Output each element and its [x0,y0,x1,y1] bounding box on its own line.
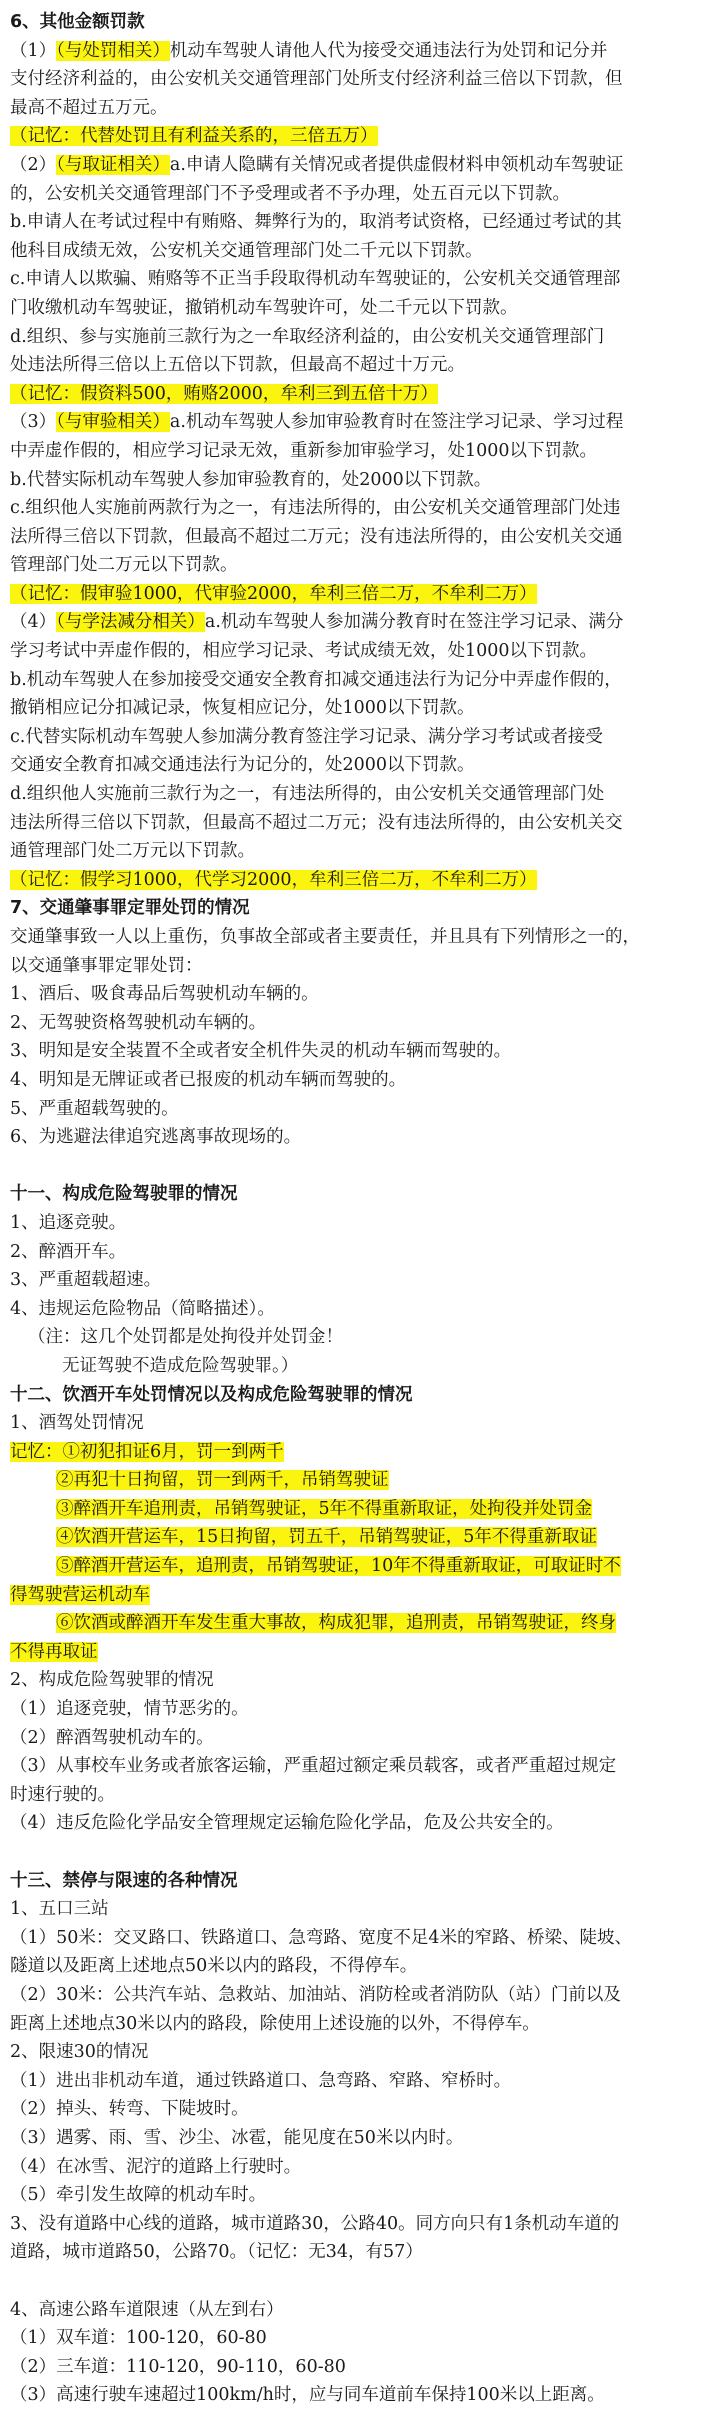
line-text: b.代替实际机动车驾驶人参加审验教育的，处2000以下罚款。 [10,469,492,490]
line-text: （1）追逐竞驶，情节恶劣的。 [10,1699,249,1720]
blank-line [10,1152,706,1181]
text-line [10,494,706,523]
text-line [10,866,706,895]
item-number: （4） [10,612,57,633]
text-line [10,2353,706,2382]
line-text: 十三、禁停与限速的各种情况 [10,1870,238,1891]
line-text: （2）30米：公共汽车站、急救站、加油站、消防栓或者消防队（站）门前以及 [10,1984,621,2005]
text-line [10,2038,706,2067]
text-line [10,122,706,151]
line-text: b.申请人在考试过程中有贿赂、舞弊行为的，取消考试资格，已经通过考试的其 [10,212,622,233]
text-line [10,1581,706,1610]
highlighted-tag: （与处罚相关） [56,40,170,61]
text-line [10,666,706,695]
blank-line [10,2267,706,2296]
line-text: 3、没有道路中心线的道路，城市道路30，公路40。同方向只有1条机动车道的 [10,2213,620,2234]
text-line [10,1295,706,1324]
line-text: a.申请人隐瞒有关情况或者提供虚假材料申领机动车驾驶证 [169,154,624,175]
line-text: 2、限速30的情况 [10,2042,149,2063]
text-line [10,2010,706,2039]
line-text: （1）50米：交叉路口、铁路道口、急弯路、宽度不足4米的窄路、桥梁、陡坡、 [10,1927,633,1948]
line-text: 他科目成绩无效，公安机关交通管理部门处二千元以下罚款。 [10,240,483,261]
line-text: 中弄虚作假的，相应学习记录无效，重新参加审验学习，处1000以下罚款。 [10,440,598,461]
line-text: 距离上述地点30米以内的路段，除使用上述设施的以外，不得停车。 [10,2013,540,2034]
item-number: （2） [10,154,57,175]
line-text: 2、醉酒开车。 [10,1241,127,1262]
highlighted-memo: 记忆：①初犯扣证6月，罚一到两千 [10,1441,284,1462]
highlighted-memo: ②再犯十日拘留，罚一到两千，吊销驾驶证 [56,1470,389,1491]
line-text: （5）牵引发生故障的机动车时。 [10,2185,267,2206]
highlighted-memo: （记忆：假资料500，贿赂2000，牟利三到五倍十万） [10,383,438,404]
text-line [10,1352,706,1381]
line-text: 法所得三倍以下罚款，但最高不超过二万元；没有违法所得的，由公安机关交通 [10,526,623,547]
highlighted-memo: （记忆：代替处罚且有利益关系的，三倍五万） [10,126,378,147]
text-line [10,1724,706,1753]
line-text: 十一、构成危险驾驶罪的情况 [10,1184,238,1205]
line-text: 撤销相应记分扣减记录，恢复相应记分，处1000以下罚款。 [10,698,475,719]
line-text: 4、明知是无牌证或者已报废的机动车辆而驾驶的。 [10,1069,407,1090]
line-text: 机动车驾驶人请他人代为接受交通违法行为处罚和记分并 [169,40,608,61]
section-heading [10,1180,706,1209]
text-line [10,1266,706,1295]
line-text: 6、其他金额罚款 [10,12,145,32]
highlighted-tag: （与学法减分相关） [56,612,205,633]
text-line [10,2095,706,2124]
text-line [10,351,706,380]
line-text: 违法所得三倍以下罚款，但最高不超过二万元；没有违法所得的，由公安机关交 [10,812,623,833]
line-text: 道路，城市道路50，公路70。（记忆：无34，有57） [10,2242,423,2263]
text-line [10,837,706,866]
highlighted-tag: （与取证相关） [56,154,170,175]
text-line [10,952,706,981]
highlighted-memo: 得驾驶营运机动车 [10,1584,150,1605]
line-text: 1、追逐竞驶。 [10,1212,127,1233]
text-line [10,437,706,466]
line-text: 3、明知是安全装置不全或者安全机件失灵的机动车辆而驾驶的。 [10,1041,512,1062]
line-text: 交通安全教育扣减交通违法行为记分的，处2000以下罚款。 [10,755,475,776]
text-line [10,1095,706,1124]
line-text: 6、为逃避法律追究逃离事故现场的。 [10,1127,302,1148]
line-text: 2、无驾驶资格驾驶机动车辆的。 [10,1012,267,1033]
highlighted-memo: ④饮酒开营运车，15日拘留，罚五千，吊销驾驶证，5年不得重新取证 [56,1527,597,1548]
line-text: 通管理部门处二万元以下罚款。 [10,841,255,862]
text-line [10,2067,706,2096]
text-line [10,1781,706,1810]
line-text: （3）高速行驶车速超过100km/h时，应与同车道前车保持100米以上距离。 [10,2385,605,2406]
line-text: 门收缴机动车驾驶证，撤销机动车驾驶许可，处二千元以下罚款。 [10,297,518,318]
line-text: （4）在冰雪、泥泞的道路上行驶时。 [10,2156,302,2177]
text-line [10,780,706,809]
line-text: b.机动车驾驶人在参加接受交通安全教育扣减交通违法行为记分中弄虚作假的， [10,669,622,690]
text-line [10,608,706,637]
highlighted-memo: 不得再取证 [10,1641,98,1662]
text-line [10,1238,706,1267]
text-line [10,751,706,780]
text-line [10,923,706,952]
line-text: 时速行驶的。 [10,1784,115,1805]
text-line [10,1123,706,1152]
line-text: （3）从事校车业务或者旅客运输，严重超过额定乘员载客，或者严重超过规定 [10,1756,617,1777]
text-line [10,151,706,180]
text-line [10,2210,706,2239]
line-text: a.机动车驾驶人参加审验教育时在签注学习记录、学习过程 [169,412,624,433]
highlighted-memo: （记忆：假审验1000，代审验2000，牟利三倍二万，不牟利二万） [10,583,537,604]
line-text: 交通肇事致一人以上重伤，负事故全部或者主要责任，并且具有下列情形之一的， [10,927,640,947]
line-text: 1、酒驾处罚情况 [10,1413,144,1434]
text-line [10,1066,706,1095]
text-line [10,1895,706,1924]
text-line [10,1438,706,1467]
line-text: 处违法所得三倍以上五倍以下罚款，但最高不超过十万元。 [10,355,465,376]
line-text: 3、严重超载超速。 [10,1270,162,1291]
text-line [10,1409,706,1438]
text-line [10,265,706,294]
highlighted-memo: ⑤醉酒开营运车，追刑责，吊销驾驶证，10年不得重新取证，可取证时不 [56,1556,621,1577]
text-line [10,809,706,838]
text-line [10,1009,706,1038]
text-line [10,1638,706,1667]
line-text: 1、五口三站 [10,1899,109,1920]
text-line [10,180,706,209]
highlighted-tag: （与审验相关） [56,412,170,433]
text-line [10,694,706,723]
text-line [10,2153,706,2182]
text-line [10,294,706,323]
line-text: 学习考试中弄虚作假的，相应学习记录、考试成绩无效，处1000以下罚款。 [10,641,598,662]
text-line [10,1752,706,1781]
line-text: （2）掉头、转弯、下陡坡时。 [10,2099,249,2120]
line-text: 1、酒后、吸食毒品后驾驶机动车辆的。 [10,984,319,1005]
line-text: a.机动车驾驶人参加满分教育时在签注学习记录、满分 [204,612,624,633]
highlighted-memo: ⑥饮酒或醉酒开车发生重大事故，构成犯罪，追刑责，吊销驾驶证，终身 [56,1613,616,1634]
line-text: （1）双车道：100-120，60-80 [10,2328,267,2349]
line-text: c.组织他人实施前两款行为之一，有违法所得的，由公安机关交通管理部门处违 [10,498,621,519]
section-heading [10,8,706,37]
line-text: 管理部门处二万元以下罚款。 [10,555,238,576]
text-line [10,980,706,1009]
item-number: （3） [10,412,57,433]
text-line [10,2124,706,2153]
line-text: 隧道以及距离上述地点50米以内的路段，不得停车。 [10,1956,418,1977]
line-text: d.组织、参与实施前三款行为之一牟取经济利益的，由公安机关交通管理部门 [10,326,605,347]
text-line [10,65,706,94]
line-text: （注：这几个处罚都是处拘役并处罚金！ [28,1327,343,1348]
text-line [10,1523,706,1552]
text-line [10,1323,706,1352]
line-text: （2）醉酒驾驶机动车的。 [10,1727,214,1748]
text-line [10,94,706,123]
text-line [10,580,706,609]
text-line [10,1552,706,1581]
text-line [10,1809,706,1838]
line-text: （3）遇雾、雨、雪、沙尘、冰雹，能见度在50米以内时。 [10,2127,464,2148]
line-text: 最高不超过五万元。 [10,97,168,118]
text-line [10,380,706,409]
text-line [10,323,706,352]
section-heading [10,1867,706,1896]
highlighted-memo: （记忆：假学习1000，代学习2000，牟利三倍二万，不牟利二万） [10,869,537,890]
line-text: 2、构成危险驾驶罪的情况 [10,1670,214,1691]
line-text: c.申请人以欺骗、贿赂等不正当手段取得机动车驾驶证的，公安机关交通管理部 [10,269,621,290]
item-number: （1） [10,40,57,61]
text-line [10,1666,706,1695]
text-line [10,2238,706,2267]
text-line [10,1037,706,1066]
section-heading [10,1381,706,1410]
line-text: 无证驾驶不造成危险驾驶罪。） [62,1355,299,1376]
text-line [10,1609,706,1638]
highlighted-memo: ③醉酒开车追刑责，吊销驾驶证，5年不得重新取证，处拘役并处罚金 [56,1498,593,1519]
text-line [10,37,706,66]
text-line [10,237,706,266]
text-line [10,723,706,752]
text-line [10,466,706,495]
text-line [10,1952,706,1981]
line-text: 以交通肇事罪定罪处罚： [10,955,203,976]
line-text: c.代替实际机动车驾驶人参加满分教育签注学习记录、满分学习考试或者接受 [10,726,603,747]
line-text: （4）违反危险化学品安全管理规定运输危险化学品，危及公共安全的。 [10,1813,564,1834]
text-line [10,551,706,580]
line-text: 4、违规运危险物品（简略描述）。 [10,1298,275,1319]
text-line [10,2181,706,2210]
text-line [10,208,706,237]
text-line [10,2324,706,2353]
text-line [10,408,706,437]
line-text: 7、交通肇事罪定罪处罚的情况 [10,898,250,919]
line-text: 5、严重超载驾驶的。 [10,1098,179,1119]
line-text: d.组织他人实施前三款行为之一，有违法所得的，由公安机关交通管理部门处 [10,784,605,805]
text-line [10,523,706,552]
text-line [10,2296,706,2325]
text-line [10,1209,706,1238]
text-line [10,1466,706,1495]
text-line [10,1695,706,1724]
section-heading [10,894,706,923]
text-line [10,1924,706,1953]
blank-line [10,1838,706,1867]
line-text: 十二、饮酒开车处罚情况以及构成危险驾驶罪的情况 [10,1384,413,1405]
line-text: 的，公安机关交通管理部门不予受理或者不予办理，处五百元以下罚款。 [10,183,570,204]
line-text: （2）三车道：110-120，90-110，60-80 [10,2356,346,2377]
line-text: （1）进出非机动车道，通过铁路道口、急弯路、窄路、窄桥时。 [10,2070,512,2091]
text-line [10,2381,706,2410]
line-text: 支付经济利益的，由公安机关交通管理部门处所支付经济利益三倍以下罚款，但 [10,69,623,90]
text-line [10,1981,706,2010]
text-line [10,1495,706,1524]
line-text: 4、高速公路车道限速（从左到右） [10,2299,284,2320]
text-line [10,637,706,666]
